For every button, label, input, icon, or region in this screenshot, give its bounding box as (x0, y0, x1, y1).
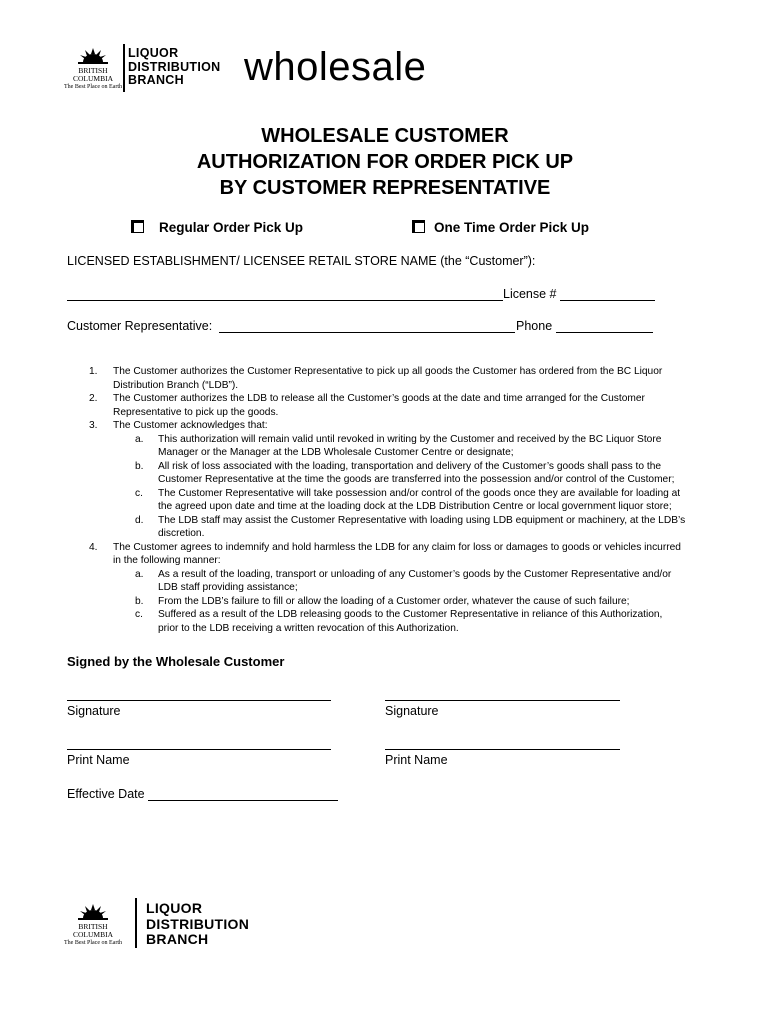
logo-divider (135, 898, 137, 948)
term-number: 3. (89, 420, 98, 431)
page-title (0, 123, 770, 201)
license-number-field[interactable] (560, 300, 655, 301)
effective-date-label: Effective Date (67, 787, 145, 801)
bc-name-line1: BRITISH (78, 66, 108, 75)
one-time-pickup-checkbox[interactable] (412, 220, 425, 233)
title-line1: WHOLESALE CUSTOMER (261, 125, 509, 147)
phone-label: Phone (516, 319, 553, 333)
subterm-letter: d. (135, 514, 144, 526)
ldb-line1: LIQUOR (128, 46, 179, 60)
term-number: 1. (89, 366, 98, 377)
print-name-field-left[interactable] (67, 749, 331, 750)
subterm-text: This authorization will remain valid until revoked in writing by the Customer and received by the BC Liquor Store (158, 433, 662, 445)
representative-field[interactable] (219, 332, 515, 333)
subterm-text: From the LDB’s failure to fill or allow the loading of a Customer order, whatever the cause of such failure; (158, 595, 630, 607)
term-text: Distribution Branch (“LDB”). (113, 379, 239, 391)
effective-date-field[interactable] (148, 800, 338, 801)
subterm-text: The LDB staff may assist the Customer Representative with loading using LDB equipment or machinery, at the LDB’s (158, 514, 686, 526)
subterm-text: The Customer Representative will take possession and/or control of the goods once they are available for loading at (158, 487, 681, 499)
subterm-text: LDB staff providing assistance; (158, 582, 298, 593)
ldb-line2: DISTRIBUTION (146, 915, 250, 932)
bc-sun-logo-icon (76, 44, 110, 66)
bc-tagline: The Best Place on Earth (64, 84, 122, 90)
logo-divider (123, 44, 125, 92)
license-label: License # (503, 287, 557, 301)
term-number: 2. (89, 393, 98, 404)
subterm-text: As a result of the loading, transport or unloading of any Customer’s goods by the Customer Representative and/or (158, 568, 672, 580)
footer-logo (62, 898, 282, 950)
signature-label-right: Signature (385, 704, 439, 718)
one-time-pickup-label: One Time Order Pick Up (434, 220, 590, 235)
establishment-label: LICENSED ESTABLISHMENT/ LICENSEE RETAIL STORE NAME (the “Customer”): (67, 254, 536, 268)
ldb-line1: LIQUOR (146, 900, 203, 916)
subterm-letter: b. (135, 595, 144, 607)
subterm-text: Customer Representative at the time the goods are transferred into the possession and/or control of the Customer; (158, 474, 675, 485)
bc-name-line2: COLUMBIA (72, 930, 113, 939)
signature-label-left: Signature (67, 704, 121, 718)
subterm-text: Manager or the Manager at the LDB Wholesale Customer Centre or designate; (158, 447, 514, 458)
term-text: Representative to pick up the goods. (113, 406, 279, 418)
print-name-field-right[interactable] (385, 749, 620, 750)
bc-name-line1: BRITISH (78, 922, 108, 931)
term-number: 4. (89, 541, 98, 553)
print-name-label-left: Print Name (67, 753, 130, 767)
title-line2: AUTHORIZATION FOR ORDER PICK UP (196, 151, 574, 173)
wholesale-wordmark: wholesale (244, 45, 427, 89)
terms-list (0, 365, 770, 645)
establishment-name-field[interactable] (67, 300, 503, 301)
term-text: in the following manner: (113, 555, 221, 566)
subterm-text: Suffered as a result of the LDB releasing goods to the Customer Representative in reliance of this Authorization, (158, 609, 663, 620)
bc-name-line2: COLUMBIA (72, 74, 113, 83)
regular-pickup-label: Regular Order Pick Up (159, 220, 304, 235)
term-text: The Customer acknowledges that: (113, 420, 268, 431)
ldb-line3: BRANCH (128, 73, 184, 87)
subterm-text: discretion. (158, 528, 205, 539)
ldb-line2: DISTRIBUTION (128, 59, 221, 74)
signature-heading: Signed by the Wholesale Customer (67, 654, 285, 669)
subterm-letter: a. (135, 568, 144, 580)
term-text: The Customer authorizes the Customer Representative to pick up all goods the Customer has ordered from the BC Liquor (113, 366, 663, 377)
subterm-letter: c. (135, 609, 143, 620)
subterm-text: All risk of loss associated with the loading, transportation and delivery of the Customer’s goods shall pass to the (158, 460, 662, 472)
subterm-letter: a. (135, 433, 144, 445)
regular-pickup-checkbox[interactable] (131, 220, 144, 233)
bc-sun-logo-icon (76, 900, 110, 922)
signature-field-left[interactable] (67, 700, 331, 701)
subterm-letter: c. (135, 487, 143, 499)
representative-label: Customer Representative: (67, 319, 213, 333)
subterm-text: the agreed upon date and time at the loading dock at the LDB Distribution Centre or local government liquor store; (158, 501, 672, 512)
term-text: The Customer agrees to indemnify and hold harmless the LDB for any claim for loss or damages to goods or vehicles incurred (113, 541, 681, 553)
title-line3: BY CUSTOMER REPRESENTATIVE (219, 177, 551, 199)
subterm-letter: b. (135, 460, 144, 472)
print-name-label-right: Print Name (385, 753, 448, 767)
subterm-text: prior to the LDB receiving a written revocation of this Authorization. (158, 622, 459, 634)
signature-field-right[interactable] (385, 700, 620, 701)
ldb-line3: BRANCH (146, 931, 209, 947)
bc-tagline: The Best Place on Earth (64, 940, 122, 946)
term-text: The Customer authorizes the LDB to release all the Customer’s goods at the date and time arranged for the Customer (113, 393, 645, 404)
phone-field[interactable] (556, 332, 653, 333)
